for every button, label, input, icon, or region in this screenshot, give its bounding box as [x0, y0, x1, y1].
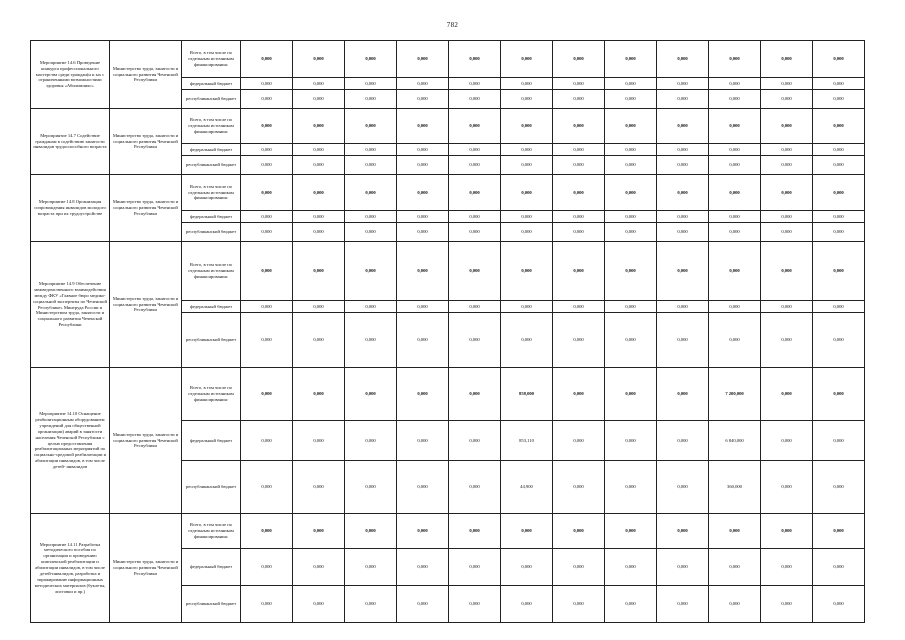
funding-source: республиканский бюджет: [182, 156, 241, 175]
amount-cell: 0,000: [761, 368, 813, 421]
amount-cell: 0,000: [449, 223, 501, 242]
amount-cell: 0,000: [813, 301, 865, 313]
amount-cell: 0,000: [761, 109, 813, 144]
amount-cell: 0,000: [397, 586, 449, 623]
amount-cell: 0,000: [657, 514, 709, 549]
amount-cell: 0,000: [709, 156, 761, 175]
amount-cell: 0,000: [501, 211, 553, 223]
funding-source: республиканский бюджет: [182, 586, 241, 623]
amount-cell: 0,000: [293, 78, 345, 90]
amount-cell: 0,000: [553, 78, 605, 90]
amount-cell: 0,000: [293, 156, 345, 175]
amount-cell: 0,000: [241, 586, 293, 623]
amount-cell: 0,000: [709, 109, 761, 144]
amount-cell: 0,000: [345, 109, 397, 144]
amount-cell: 0,000: [449, 242, 501, 301]
amount-cell: 0,000: [293, 514, 345, 549]
amount-cell: 0,000: [553, 514, 605, 549]
amount-cell: 0,000: [449, 586, 501, 623]
amount-cell: 0,000: [709, 90, 761, 109]
amount-cell: 0,000: [397, 549, 449, 586]
table-row: [31, 175, 865, 211]
amount-cell: 0,000: [553, 41, 605, 78]
amount-cell: 0,000: [501, 313, 553, 368]
amount-cell: 0,000: [345, 242, 397, 301]
amount-cell: 0,000: [813, 313, 865, 368]
amount-cell: 0,000: [293, 461, 345, 514]
table-row: [31, 368, 865, 421]
funding-source: федеральный бюджет: [182, 301, 241, 313]
amount-cell: 0,000: [293, 242, 345, 301]
amount-cell: 0,000: [449, 211, 501, 223]
amount-cell: 0,000: [605, 156, 657, 175]
amount-cell: 0,000: [813, 421, 865, 461]
amount-cell: 0,000: [345, 156, 397, 175]
amount-cell: 0,000: [241, 223, 293, 242]
funding-source: федеральный бюджет: [182, 421, 241, 461]
amount-cell: 0,000: [449, 41, 501, 78]
funding-source: республиканский бюджет: [182, 461, 241, 514]
amount-cell: 0,000: [657, 368, 709, 421]
amount-cell: 0,000: [501, 301, 553, 313]
funding-source: Всего, в том числе по отдельным источникам финансирования:: [182, 175, 241, 211]
amount-cell: 0,000: [657, 90, 709, 109]
amount-cell: 0,000: [553, 223, 605, 242]
amount-cell: 0,000: [449, 156, 501, 175]
amount-cell: 0,000: [241, 313, 293, 368]
amount-cell: 0,000: [813, 461, 865, 514]
activity-name: Мероприятие 14.7 Содействие гражданам в содействию занятости инвалидов трудоспособного возраста: [31, 109, 110, 175]
amount-cell: 0,000: [657, 78, 709, 90]
page-number: 782: [446, 21, 459, 29]
amount-cell: 7 200,000: [709, 368, 761, 421]
funding-source: федеральный бюджет: [182, 78, 241, 90]
amount-cell: 0,000: [345, 461, 397, 514]
amount-cell: 0,000: [397, 223, 449, 242]
amount-cell: 0,000: [449, 90, 501, 109]
amount-cell: 0,000: [345, 211, 397, 223]
amount-cell: 0,000: [345, 78, 397, 90]
funding-source: федеральный бюджет: [182, 211, 241, 223]
table-row: [31, 242, 865, 301]
amount-cell: 0,000: [605, 109, 657, 144]
amount-cell: 0,000: [813, 514, 865, 549]
funding-source: Всего, в том числе по отдельным источникам финансирования:: [182, 368, 241, 421]
amount-cell: 0,000: [761, 242, 813, 301]
amount-cell: 0,000: [813, 41, 865, 78]
amount-cell: 0,000: [657, 41, 709, 78]
activity-name: Мероприятие 14.8 Организация сопровождения инвалидов молодого возраста при их трудоустройстве: [31, 175, 110, 242]
amount-cell: 0,000: [553, 549, 605, 586]
amount-cell: 0,000: [449, 175, 501, 211]
amount-cell: 0,000: [397, 242, 449, 301]
amount-cell: 0,000: [605, 514, 657, 549]
amount-cell: 0,000: [709, 175, 761, 211]
amount-cell: 360,000: [709, 461, 761, 514]
amount-cell: 0,000: [293, 90, 345, 109]
amount-cell: 0,000: [813, 586, 865, 623]
amount-cell: 0,000: [397, 78, 449, 90]
amount-cell: 0,000: [397, 175, 449, 211]
amount-cell: 0,000: [761, 78, 813, 90]
amount-cell: 0,000: [449, 514, 501, 549]
activity-executor: Министерство труда, занятости и социального развития Чеченской Республики: [110, 514, 182, 623]
amount-cell: 0,000: [449, 313, 501, 368]
amount-cell: 0,000: [397, 90, 449, 109]
funding-source: республиканский бюджет: [182, 313, 241, 368]
amount-cell: 0,000: [605, 421, 657, 461]
amount-cell: 0,000: [293, 549, 345, 586]
amount-cell: 0,000: [449, 109, 501, 144]
amount-cell: 0,000: [345, 301, 397, 313]
amount-cell: 0,000: [241, 549, 293, 586]
amount-cell: 0,000: [813, 242, 865, 301]
amount-cell: 0,000: [241, 461, 293, 514]
amount-cell: 0,000: [605, 144, 657, 156]
amount-cell: 0,000: [553, 90, 605, 109]
amount-cell: 0,000: [709, 301, 761, 313]
amount-cell: 0,000: [761, 586, 813, 623]
amount-cell: 0,000: [709, 223, 761, 242]
amount-cell: 0,000: [345, 223, 397, 242]
amount-cell: 0,000: [293, 368, 345, 421]
table-row: [31, 41, 865, 78]
amount-cell: 0,000: [241, 175, 293, 211]
activity-executor: Министерство труда, занятости и социального развития Чеченской Республики: [110, 109, 182, 175]
amount-cell: 0,000: [397, 461, 449, 514]
amount-cell: 0,000: [293, 109, 345, 144]
amount-cell: 0,000: [449, 461, 501, 514]
amount-cell: 0,000: [605, 41, 657, 78]
amount-cell: 0,000: [397, 313, 449, 368]
amount-cell: 0,000: [241, 41, 293, 78]
amount-cell: 0,000: [605, 313, 657, 368]
amount-cell: 0,000: [397, 41, 449, 78]
amount-cell: 0,000: [501, 144, 553, 156]
amount-cell: 0,000: [553, 242, 605, 301]
amount-cell: 0,000: [761, 549, 813, 586]
amount-cell: 0,000: [657, 242, 709, 301]
amount-cell: 0,000: [813, 90, 865, 109]
funding-source: федеральный бюджет: [182, 144, 241, 156]
amount-cell: 0,000: [345, 514, 397, 549]
activity-executor: Министерство труда, занятости и социального развития Чеченской Республики: [110, 41, 182, 109]
amount-cell: 0,000: [709, 549, 761, 586]
amount-cell: 0,000: [761, 211, 813, 223]
amount-cell: 0,000: [657, 421, 709, 461]
amount-cell: 0,000: [709, 242, 761, 301]
amount-cell: 0,000: [761, 41, 813, 78]
amount-cell: 6 840,000: [709, 421, 761, 461]
funding-source: Всего, в том числе по отдельным источникам финансирования:: [182, 109, 241, 144]
amount-cell: 0,000: [761, 144, 813, 156]
amount-cell: 0,000: [553, 586, 605, 623]
amount-cell: 0,000: [449, 421, 501, 461]
amount-cell: 0,000: [449, 144, 501, 156]
amount-cell: 0,000: [501, 514, 553, 549]
amount-cell: 0,000: [345, 41, 397, 78]
amount-cell: 44,900: [501, 461, 553, 514]
amount-cell: 0,000: [241, 421, 293, 461]
funding-source: республиканский бюджет: [182, 223, 241, 242]
amount-cell: 0,000: [709, 78, 761, 90]
amount-cell: 0,000: [293, 586, 345, 623]
amount-cell: 0,000: [813, 144, 865, 156]
amount-cell: 0,000: [345, 549, 397, 586]
amount-cell: 0,000: [553, 301, 605, 313]
amount-cell: 0,000: [761, 156, 813, 175]
amount-cell: 0,000: [605, 301, 657, 313]
amount-cell: 0,000: [241, 368, 293, 421]
amount-cell: 0,000: [501, 586, 553, 623]
activity-executor: Министерство труда, занятости и социального развития Чеченской Республики: [110, 242, 182, 368]
amount-cell: 0,000: [449, 549, 501, 586]
amount-cell: 0,000: [657, 211, 709, 223]
amount-cell: 0,000: [657, 586, 709, 623]
amount-cell: 0,000: [761, 301, 813, 313]
amount-cell: 0,000: [657, 156, 709, 175]
amount-cell: 0,000: [501, 41, 553, 78]
amount-cell: 0,000: [345, 586, 397, 623]
amount-cell: 0,000: [605, 242, 657, 301]
budget-table: [30, 40, 865, 623]
amount-cell: 0,000: [813, 109, 865, 144]
activity-name: Мероприятие 14.11 Разработка методического пособия по организации и проведению комплексной реабилитации и абилитации инвалидов, в том числе детей-инвалидов, разработка и тиражирование информационных методических материалов (буклеты, листовки и пр.): [31, 514, 110, 623]
amount-cell: 0,000: [501, 549, 553, 586]
amount-cell: 0,000: [345, 90, 397, 109]
amount-cell: 0,000: [241, 242, 293, 301]
amount-cell: 0,000: [241, 156, 293, 175]
amount-cell: 0,000: [657, 549, 709, 586]
funding-source: федеральный бюджет: [182, 549, 241, 586]
amount-cell: 0,000: [449, 78, 501, 90]
amount-cell: 0,000: [605, 90, 657, 109]
amount-cell: 0,000: [657, 461, 709, 514]
funding-source: Всего, в том числе по отдельным источникам финансирования:: [182, 514, 241, 549]
activity-name: Мероприятие 14.10 Оснащение реабилитационным оборудованием учреждений для общественной организации) аварий в занятости населения Чеченской Республики с целью предоставления реабилитационных мероприятий по социально-средовой реабилитации и абилитации инвалидов, в том числе детей- инвалидов: [31, 368, 110, 514]
amount-cell: 0,000: [553, 368, 605, 421]
amount-cell: 0,000: [605, 586, 657, 623]
amount-cell: 0,000: [761, 90, 813, 109]
amount-cell: 0,000: [709, 586, 761, 623]
amount-cell: 0,000: [501, 156, 553, 175]
amount-cell: 0,000: [345, 421, 397, 461]
amount-cell: 0,000: [709, 41, 761, 78]
amount-cell: 0,000: [501, 242, 553, 301]
amount-cell: 0,000: [293, 211, 345, 223]
amount-cell: 0,000: [657, 144, 709, 156]
amount-cell: 0,000: [553, 175, 605, 211]
amount-cell: 0,000: [553, 211, 605, 223]
amount-cell: 0,000: [241, 301, 293, 313]
amount-cell: 0,000: [605, 175, 657, 211]
amount-cell: 0,000: [345, 368, 397, 421]
activity-name: Мероприятие 14.6 Проведение конкурса профессионального мастерства среди граждан(н и ых с ограниченными возможностями здоровья «Абилимпикс»: [31, 41, 110, 109]
amount-cell: 0,000: [553, 156, 605, 175]
amount-cell: 0,000: [761, 421, 813, 461]
amount-cell: 0,000: [397, 211, 449, 223]
amount-cell: 0,000: [761, 223, 813, 242]
amount-cell: 0,000: [241, 144, 293, 156]
table-row: [31, 514, 865, 549]
amount-cell: 0,000: [813, 78, 865, 90]
activity-executor: Министерство труда, занятости и социального развития Чеченской Республики: [110, 368, 182, 514]
amount-cell: 0,000: [709, 313, 761, 368]
amount-cell: 0,000: [293, 301, 345, 313]
amount-cell: 0,000: [501, 223, 553, 242]
amount-cell: 0,000: [449, 368, 501, 421]
table-row: [31, 109, 865, 144]
amount-cell: 0,000: [397, 144, 449, 156]
amount-cell: 0,000: [293, 41, 345, 78]
amount-cell: 0,000: [293, 144, 345, 156]
amount-cell: 0,000: [605, 223, 657, 242]
amount-cell: 0,000: [761, 514, 813, 549]
amount-cell: 0,000: [813, 156, 865, 175]
amount-cell: 0,000: [813, 549, 865, 586]
amount-cell: 0,000: [241, 514, 293, 549]
amount-cell: 0,000: [293, 223, 345, 242]
funding-source: республиканский бюджет: [182, 90, 241, 109]
amount-cell: 0,000: [501, 78, 553, 90]
funding-source: Всего, в том числе по отдельным источникам финансирования:: [182, 41, 241, 78]
amount-cell: 0,000: [397, 156, 449, 175]
amount-cell: 0,000: [293, 313, 345, 368]
amount-cell: 0,000: [605, 78, 657, 90]
amount-cell: 0,000: [761, 175, 813, 211]
amount-cell: 0,000: [241, 211, 293, 223]
amount-cell: 0,000: [813, 223, 865, 242]
amount-cell: 0,000: [397, 301, 449, 313]
amount-cell: 0,000: [241, 109, 293, 144]
funding-source: Всего, в том числе по отдельным источникам финансирования:: [182, 242, 241, 301]
amount-cell: 0,000: [657, 223, 709, 242]
amount-cell: 0,000: [553, 109, 605, 144]
amount-cell: 0,000: [241, 90, 293, 109]
amount-cell: 0,000: [501, 175, 553, 211]
amount-cell: 0,000: [553, 461, 605, 514]
amount-cell: 0,000: [657, 301, 709, 313]
amount-cell: 0,000: [397, 514, 449, 549]
amount-cell: 0,000: [605, 211, 657, 223]
amount-cell: 0,000: [397, 368, 449, 421]
amount-cell: 0,000: [709, 211, 761, 223]
amount-cell: 0,000: [397, 421, 449, 461]
amount-cell: 0,000: [761, 461, 813, 514]
amount-cell: 0,000: [293, 175, 345, 211]
amount-cell: 0,000: [345, 144, 397, 156]
amount-cell: 0,000: [501, 109, 553, 144]
amount-cell: 0,000: [553, 313, 605, 368]
activity-executor: Министерство труда, занятости и социального развития Чеченской Республики: [110, 175, 182, 242]
activity-name: Мероприятие 14.9 Обеспечение межведомственного взаимодействия между ФКУ «Главное бюро медико-социальной экспертизы по Чеченской Республике» Минтруда России и Министерством труда, занятости и социального развития Чеченской Республики: [31, 242, 110, 368]
amount-cell: 853,110: [501, 421, 553, 461]
amount-cell: 0,000: [553, 421, 605, 461]
amount-cell: 0,000: [709, 144, 761, 156]
amount-cell: 0,000: [813, 175, 865, 211]
amount-cell: 0,000: [345, 175, 397, 211]
amount-cell: 858,000: [501, 368, 553, 421]
amount-cell: 0,000: [605, 368, 657, 421]
amount-cell: 0,000: [293, 421, 345, 461]
amount-cell: 0,000: [657, 175, 709, 211]
amount-cell: 0,000: [761, 313, 813, 368]
amount-cell: 0,000: [813, 211, 865, 223]
amount-cell: 0,000: [813, 368, 865, 421]
amount-cell: 0,000: [657, 109, 709, 144]
amount-cell: 0,000: [605, 549, 657, 586]
amount-cell: 0,000: [501, 90, 553, 109]
amount-cell: 0,000: [709, 514, 761, 549]
amount-cell: 0,000: [553, 144, 605, 156]
amount-cell: 0,000: [605, 461, 657, 514]
amount-cell: 0,000: [345, 313, 397, 368]
amount-cell: 0,000: [449, 301, 501, 313]
amount-cell: 0,000: [397, 109, 449, 144]
amount-cell: 0,000: [241, 78, 293, 90]
amount-cell: 0,000: [657, 313, 709, 368]
